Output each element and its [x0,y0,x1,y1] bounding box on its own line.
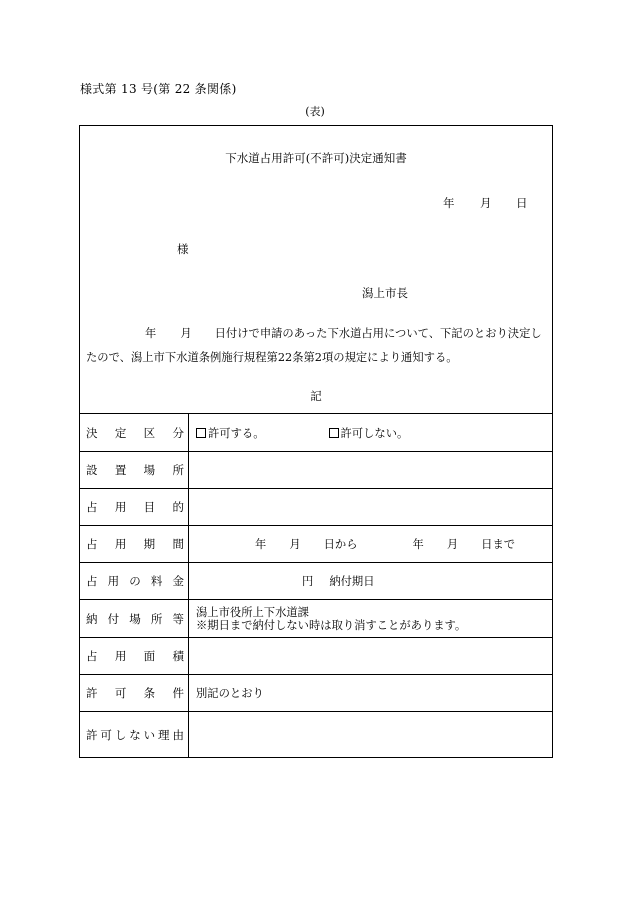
period-from-day: 日から [323,538,358,551]
payment-office: 潟上市役所上下水道課 [196,605,309,619]
deny-option-label: 許可しない。 [340,426,409,440]
label-char: 積 [172,649,184,663]
fee-yen: 円 [302,575,314,588]
table-row-location [80,451,552,488]
table-row-area [80,637,552,674]
label-char: 的 [172,500,184,514]
notice-form [79,125,553,758]
label-char: 区 [143,425,156,440]
label-char: 目 [143,500,156,514]
fee-label [80,563,189,599]
issuer-name: 潟上市長 [362,286,408,300]
label-char: 付 [107,611,120,626]
period-value[interactable] [190,526,552,562]
label-char: 場 [129,611,141,626]
period-from-year: 年 [255,538,267,551]
label-char: 決 [86,425,98,440]
label-char: 用 [114,537,127,551]
period-to-year: 年 [412,538,424,551]
label-char: 間 [172,537,184,551]
label-char: 置 [114,463,127,477]
label-char: 等 [172,611,184,626]
payment-place-label [80,600,189,637]
label-char: 料 [150,574,163,588]
label-char: 可 [114,686,127,700]
label-char: 条 [143,686,156,700]
label-char: 用 [114,649,127,663]
location-label [80,452,189,488]
date-year: 年 [443,196,455,210]
label-char: 理 [158,727,170,742]
table-row-purpose [80,488,552,525]
period-label [80,526,189,562]
body-line-2: たので、潟上市下水道条例施行規程第22条第2項の規定により通知する。 [86,351,458,364]
details-table [80,413,552,757]
label-char: 場 [143,463,156,477]
period-from-month: 月 [289,538,301,551]
label-char: 定 [114,425,127,440]
label-char: 占 [86,500,98,514]
fee-value[interactable] [190,563,552,599]
table-row-denial-reason [80,711,552,757]
body-year: 年 [145,327,157,340]
label-char: 由 [172,727,184,742]
payment-place-value [190,600,552,637]
date-day: 日 [516,196,528,210]
side-label: (表) [305,105,325,118]
notice-header [80,126,552,413]
purpose-value[interactable] [190,489,552,525]
area-value[interactable] [190,638,552,674]
label-char: な [129,727,141,742]
label-char: の [129,574,141,588]
label-char: 占 [86,649,98,663]
label-char: 占 [86,574,98,588]
period-to-month: 月 [446,538,459,551]
table-row-period [80,525,552,562]
period-to-day: 日まで [481,538,516,551]
decision-label [80,414,189,451]
document-title: 下水道占用許可(不許可)決定通知書 [225,151,407,165]
ki-mark: 記 [310,389,322,403]
purpose-label [80,489,189,525]
conditions-value: 別記のとおり [196,687,264,700]
label-char: し [114,727,127,742]
label-char: 所 [172,463,184,477]
addressee-suffix: 様 [177,242,189,256]
body-line-1 [86,322,552,346]
denial-reason-label [80,712,189,757]
decision-value [190,414,552,451]
label-char: 面 [143,649,156,663]
payment-note: ※期日まで納付しない時は取り消すことがあります。 [196,618,467,632]
label-char: 可 [100,727,112,742]
notice-body [86,322,552,370]
body-text-1: 日付けで申請のあった下水道占用について、下記のとおり決定し [214,327,542,340]
form-number: 様式第 13 号(第 22 条関係) [80,82,237,96]
table-row-fee [80,562,552,599]
area-label [80,638,189,674]
location-value[interactable] [190,452,552,488]
deny-checkbox[interactable] [329,428,339,438]
table-row-payment-place [80,599,552,637]
label-char: 占 [86,537,98,551]
conditions-label [80,675,189,711]
label-char: 件 [172,686,184,700]
label-char: 金 [172,574,184,588]
fee-due-date: 納付期日 [329,575,375,588]
label-char: 納 [86,611,98,626]
label-char: 分 [172,425,184,440]
label-char: 用 [107,574,120,588]
date-month: 月 [480,196,492,210]
table-row-decision [80,413,552,451]
label-char: 所 [150,611,163,626]
permit-checkbox[interactable] [196,428,206,438]
permit-option-label: 許可する。 [208,426,265,440]
denial-reason-value[interactable] [190,712,552,757]
label-char: 許 [86,727,98,742]
label-char: い [143,727,156,742]
label-char: 期 [143,537,156,551]
body-month: 月 [180,327,192,340]
label-char: 用 [114,500,127,514]
label-char: 許 [86,686,98,700]
table-row-conditions [80,674,552,711]
label-char: 設 [86,463,98,477]
